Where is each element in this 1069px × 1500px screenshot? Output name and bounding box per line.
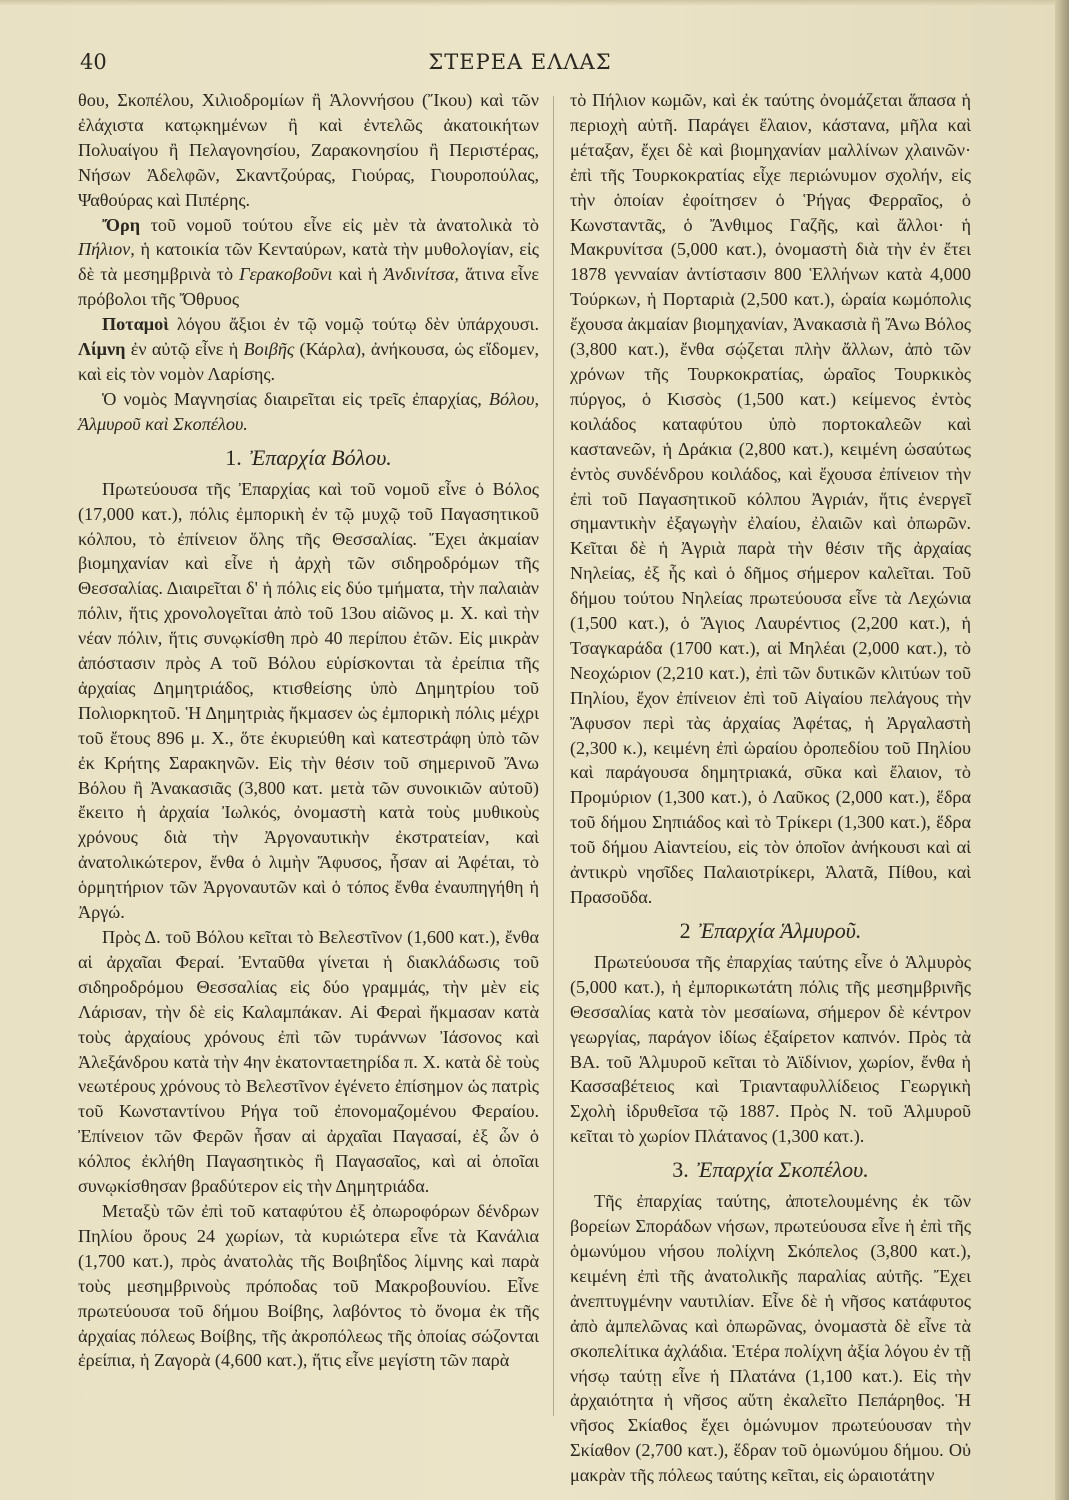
paragraph-provinces: Ὁ νομὸς Μαγνησίας διαιρεῖται εἰς τρεῖς ἐπαρχίας, Βόλου, Ἁλμυροῦ καὶ Σκοπέλου. xyxy=(78,388,539,434)
paragraph: Πρωτεύουσα τῆς Ἐπαρχίας καὶ τοῦ νομοῦ εἶνε ὁ Βόλος (17,000 κατ.), πόλις ἐμπορικὴ ἐν τῷ μυχῷ τοῦ Παγασητικοῦ κόλπου, τὸ ἐπίνειον ὅλης τῆς Θεσσαλίας. Ἔχει ἀκμαίαν βιομηχανίαν καὶ εἶνε ἡ ἀρχὴ τῶν σιδηροδρόμων τῆς Θεσσαλίας. Διαιρεῖται δ' ἡ πόλις εἰς δύο τμήματα, τὴν παλαιὰν πόλιν, ἥτις χρονολογεῖται ἀπὸ τοῦ 13ου αἰῶνος μ. Χ. καὶ τὴν νέαν πόλιν, ἥτις συνῳκίσθη πρὸ 40 περίπου ἐτῶν. Εἰς μικρὰν ἀπόστασιν πρὸς Α τοῦ Βόλου εὑρίσκονται τὰ ἐρείπια τῆς ἀρχαίας Δημητριάδος, κτισθείσης ὑπὸ Δημητρίου τοῦ Πολιορκητοῦ. Ἡ Δημητριὰς ἤκμασεν ὡς ἐμπορικὴ πόλις μέχρι τοῦ ἔτους 896 μ. Χ., ὅτε ἐκυριεύθη καὶ κατεστράφη ὑπὸ τῶν ἐκ Κρήτης Σαρακηνῶν. Εἰς τὴν θέσιν τοῦ σημερινοῦ Ἄνω Βόλου ἢ Ἀνακασιᾶς (3,800 κατ. μετὰ τῶν συνοικιῶν αὐτοῦ) ἔκειτο ἡ ἀρχαία Ἰωλκός, ὀνομαστὴ κατὰ τοὺς μυθικοὺς χρόνους διὰ τὴν Ἀργοναυτικὴν ἐκστρατείαν, καὶ ἀνατολικώτερον, ἔνθα ὁ λιμὴν Ἄφυσος, ἦσαν αἱ Ἀφέται, τὸ ὁρμητήριον τῶν Ἀργοναυτῶν καὶ ὁ τόπος ἔνθα ἐναυπηγήθη ἡ Ἀργώ. xyxy=(78,478,539,923)
section-heading-volos: 1. Ἐπαρχία Βόλου. xyxy=(225,444,392,470)
page-number: 40 xyxy=(80,50,107,74)
keyword-mountains: Ὄρη xyxy=(102,214,141,235)
paragraph: Πρὸς Δ. τοῦ Βόλου κεῖται τὸ Βελεστῖνον (1,600 κατ.), ἔνθα αἱ ἀρχαῖαι Φεραί. Ἐνταῦθα γίνεται ἡ διακλάδωσις τοῦ σιδηροδρόμου Θεσσαλίας εἰς δύο γραμμάς, τὴν μὲν εἰς Λάρισαν, τὴν δὲ εἰς Καλαμπάκαν. Αἱ Φεραὶ ἤκμασαν κατὰ τοὺς ἀρχαίους χρόνους ἐπὶ τῶν τυράννων Ἰάσονος καὶ Ἀλεξάνδρου κατὰ τὴν 4ην ἑκατονταετηρίδα π. Χ. κατὰ δὲ τοὺς νεωτέρους χρόνους τὸ Βελεστῖνον ἐγένετο ἐπίσημον ὡς πατρὶς τοῦ Κωνσταντίνου Ρήγα τοῦ ἐπονομαζομένου Φεραίου. Ἐπίνειον τῶν Φερῶν ἦσαν αἱ ἀρχαῖαι Παγασαί, ἐξ ὧν ὁ κόλπος ἐκλήθη Παγασητικὸς ἢ Παγασαῖος, καὶ αἱ ὁποῖαι συνῳκίσθησαν βραδύτερον εἰς τὴν Δημητριάδα. xyxy=(78,927,539,1197)
paragraph: Μεταξὺ τῶν ἐπὶ τοῦ καταφύτου ἐξ ὀπωροφόρων δένδρων Πηλίου ὄρους 24 χωρίων, τὰ κυριώτερα εἶνε τὰ Κανάλια (1,700 κατ.), πρὸς ἀνατολὰς τῆς Βοιβηΐδος λίμνης καὶ παρὰ τοὺς μεσημβρινοὺς πρόποδας τοῦ Μακροβουνίου. Εἶνε πρωτεύουσα τοῦ δήμου Βοίβης, λαβόντος τὸ ὄνομα ἐκ τῆς ἀρχαίας πόλεως Βοίβης, τῆς ἀκροπόλεως τῆς ὁποίας σώζονται ἐρείπια, ἡ Ζαγορὰ (4,600 κατ.), ἥτις εἶνε μεγίστη τῶν παρὰ xyxy=(78,1200,539,1371)
paragraph: Πρωτεύουσα τῆς ἐπαρχίας ταύτης εἶνε ὁ Ἁλμυρὸς (5,000 κατ.), ἡ ἐμπορικωτάτη πόλις τῆς μεσημβρινῆς Θεσσαλίας κατὰ τὸν μεσαίωνα, σήμερον δὲ κέντρον γεωργίας, παράγον ἰδίως ἐξαίρετον καπνόν. Πρὸς τὰ ΒΑ. τοῦ Ἁλμυροῦ κεῖται τὸ Ἀϊδίνιον, χωρίον, ἔνθα ἡ Κασσαβέτειος καὶ Τριανταφυλλίδειος Γεωργικὴ Σχολὴ ἱδρυθεῖσα τῷ 1887. Πρὸς Ν. τοῦ Ἁλμυροῦ κεῖται τὸ χωρίον Πλάτανος (1,300 κατ.). xyxy=(570,951,971,1147)
section-heading-skopelos: 3. Ἐπαρχία Σκοπέλου. xyxy=(672,1157,869,1183)
paragraph-mountains: Ὄρη τοῦ νομοῦ τούτου εἶνε εἰς μὲν τὰ ἀνατολικὰ τὸ Πήλιον, ἡ κατοικία τῶν Κενταύρων, κατὰ τὴν μυθολογίαν, εἰς δὲ τὰ μεσημβρινὰ τὸ Γερακοβοῦνι καὶ ἡ Ἀνδινίτσα, ἅτινα εἶνε πρόβολοι τῆς Ὄθρυος xyxy=(78,214,540,310)
paragraph-rivers: Ποταμοὶ λόγου ἄξιοι ἐν τῷ νομῷ τούτῳ δὲν ὑπάρχουσι. Λίμνη ἐν αὐτῷ εἶνε ἡ Βοιβῆς (Κάρλα), ἀνήκουσα, ὡς εἴδομεν, καὶ εἰς τὸν νομὸν Λαρίσης. xyxy=(78,314,540,384)
paragraph: τὸ Πήλιον κωμῶν, καὶ ἐκ ταύτης ὀνομάζεται ἅπασα ἡ περιοχὴ αὐτῆ. Παράγει ἔλαιον, κάστανα, μῆλα καὶ μέταξαν, ἔχει δὲ καὶ βιομηχανίαν μαλλίνων χλαινῶν· ἐπὶ τῆς Τουρκοκρατίας εἶχε περιώνυμον σχολήν, εἰς τὴν ὁποίαν ἐφοίτησεν ὁ Ῥήγας Φερραῖος, ὁ Κωνσταντᾶς, ὁ Ἄνθιμος Γαζῆς, καὶ ἄλλοι· ἡ Μακρυνίτσα (5,000 κατ.), ὀνομαστὴ διὰ τὴν ἐν ἔτει 1878 γενναίαν ἀντίστασιν 800 Ἑλλήνων κατὰ 4,000 Τούρκων, ἡ Πορταριὰ (2,500 κατ.), ὡραία κωμόπολις ἔχουσα ἀκμαίαν βιομηχανίαν, Ἀνακασιὰ ἢ Ἄνω Βόλος (3,800 κατ.), ἔνθα σῴζεται πλὴν ἄλλων, ἀπὸ τῶν χρόνων τῆς Τουρκοκρατίας, ὡραῖος Τουρκικὸς πύργος, ὁ Κισσὸς (1,500 κατ.) κείμενος ἐντὸς κοιλάδος καταφύτου ὑπὸ πορτοκαλεῶν καὶ καστανεῶν, ἡ Δράκια (2,800 κατ.), κειμένη ὡσαύτως ἐντὸς συνδένδρου κοιλάδος, καὶ ἔχουσα ἐπίνειον τὴν ἐπὶ τοῦ Παγασητικοῦ κόλπου Ἀγριάν, ἥτις ἐνεργεῖ σημαντικὴν ἐξαγωγὴν ἐλαίου, ἐλαιῶν καὶ ὀπωρῶν. Κεῖται δὲ ἡ Ἀγριὰ παρὰ τὴν θέσιν τῆς ἀρχαίας Νηλείας, ἐξ ἧς καὶ ὁ δῆμος σήμερον καλεῖται. Τοῦ δήμου τούτου Νηλείας πρωτεύουσα εἶνε τὰ Λεχώνια (1,500 κατ.), ὁ Ἅγιος Λαυρέντιος (2,200 κατ.), ἡ Τσαγκαράδα (1700 κατ.), αἱ Μηλέαι (2,000 κατ.), τὸ Νεοχώριον (2,210 κατ.), ἐπὶ τῶν δυτικῶν κλιτύων τοῦ Πηλίου, ἔχον ἐπίνειον ἐπὶ τοῦ Αἰγαίου πελάγους τὴν Ἄφυσον περὶ τὰς ἀρχαίας Ἀφέτας, ἡ Ἀργαλαστὴ (2,300 κ.), κειμένη ἐπὶ ὡραίου ὀροπεδίου τοῦ Πηλίου καὶ παράγουσα δημητριακά, σῦκα καὶ ἔλαιον, τὸ Προμύριον (1,300 κατ.), ὁ Λαῦκος (2,000 κατ.), ἕδρα τοῦ δήμου Σηπιάδος καὶ τὸ Τρίκερι (1,300 κατ.), ἕδρα τοῦ δήμου Αἰαντείου, εἰς τὸν ὁποῖον ἀνήκουσι καὶ αἱ ἀντικρὺ νησῖδες Παλαιοτρίκερι, Ἁλατᾶ, Πίθου, καὶ Πρασοῦδα. xyxy=(570,90,971,907)
page-right-edge xyxy=(1055,0,1069,1500)
running-title: ΣΤΕΡΕΑ ΕΛΛΑΣ xyxy=(428,50,612,74)
column-divider xyxy=(553,96,554,1416)
left-column xyxy=(78,88,539,1373)
page-top-shadow xyxy=(0,0,1069,6)
paragraph: Τῆς ἐπαρχίας ταύτης, ἀποτελουμένης ἐκ τῶν βορείων Σποράδων νήσων, πρωτεύουσα εἶνε ἡ ἐπὶ τῆς ὁμωνύμου νήσου πολίχνη Σκόπελος (3,800 κατ.), κειμένη ἐπὶ τῆς ἀνατολικῆς παραλίας αὐτῆς. Ἔχει ἀνεπτυγμένην ναυτιλίαν. Εἶνε δὲ ἡ νῆσος κατάφυτος ἀπὸ ἀμπελῶνας καὶ ὀπωρῶνας, ὀνομαστὰ δὲ εἶνε τὰ σκοπελίτικα ἀχλάδια. Ἑτέρα πολίχνη ἀξία λόγου ἐν τῇ νήσῳ ταύτῃ εἶνε ἡ Πλατάνα (1,100 κατ.). Εἰς τὴν ἀρχαιότητα ἡ νῆσος αὕτη ἐκαλεῖτο Πεπάρηθος. Ἡ νῆσος Σκίαθος ἔχει ὁμώνυμον πρωτεύουσαν τὴν Σκίαθον (2,700 κατ.), ἕδραν τοῦ ὁμωνύμου δήμου. Οὐ μακρὰν τῆς πόλεως ταύτης κεῖται, εἰς ὡραιοτάτην xyxy=(570,1191,971,1486)
right-column xyxy=(570,88,971,1488)
keyword-lake: Λίμνη xyxy=(78,339,126,360)
page-header xyxy=(80,50,960,84)
paragraph: θου, Σκοπέλου, Χιλιοδρομίων ἢ Ἁλοννήσου (Ἴκου) καὶ τῶν ἐλάχιστα κατῳκημένων ἢ καὶ ἐντελῶς ἀκατοικήτων Πολυαίγου ἢ Πελαγονησίου, Ζαρακονησίου ἢ Περιστέρας, Νήσων Ἀδελφῶν, Σκαντζούρας, Γιούρας, Γιουροπούλας, Ψαθούρας καὶ Πιπέρης. xyxy=(78,90,539,210)
section-heading-almyros: 2 Ἐπαρχία Ἁλμυροῦ. xyxy=(679,917,862,943)
keyword-rivers: Ποταμοὶ xyxy=(102,314,169,335)
